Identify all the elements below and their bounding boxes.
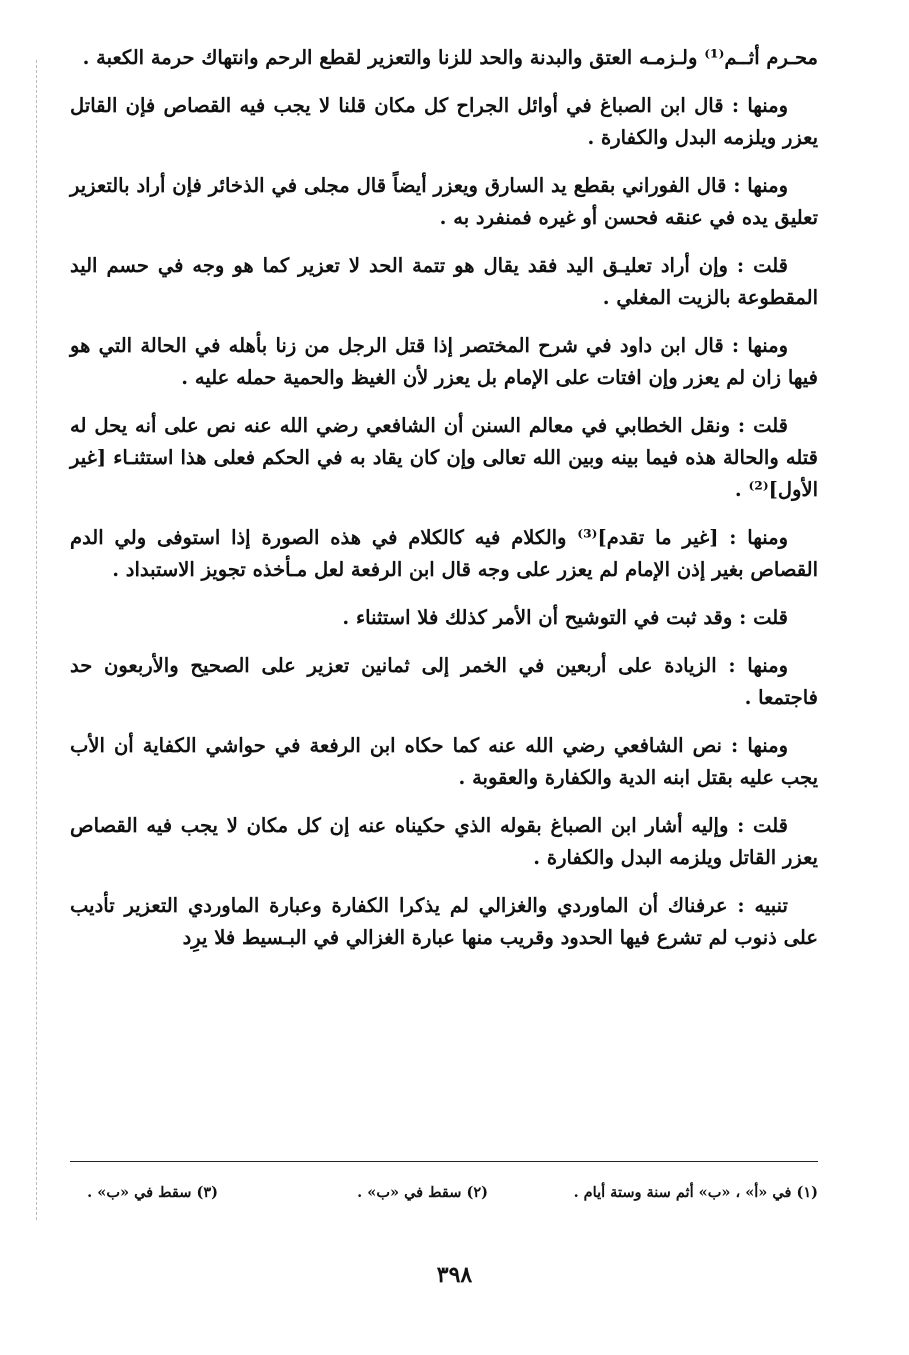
footnote-2: (٢) سقط في «ب» . <box>357 1184 488 1201</box>
paragraph-7: ومنها : [غير ما تقدم]⁽³⁾ والكلام فيه كالكلام في هذه الصورة إذا استوفى ولي الدم القصاص بغير إذن الإمام لم يعزر على وجه قال ابن الرفعة لعل مـأخذه تجويز الاستبداد . <box>70 526 818 581</box>
paragraph-11: قلت : وإليه أشار ابن الصباغ بقوله الذي حكيناه عنه إن كل مكان لا يجب فيه القصاص يعزر القاتل ويلزمه البدل والكفارة . <box>70 814 818 869</box>
page-number: ٣٩٨ <box>436 1262 473 1288</box>
footnotes <box>70 1176 818 1216</box>
paragraph-1: محـرم أثــم⁽¹⁾ ولـزمـه العتق والبدنة والحد للزنا والتعزير لقطع الرحم وانتهاك حرمة الكعبة . <box>82 46 818 69</box>
paragraph-3: ومنها : قال الفوراني بقطع يد السارق ويعزر أيضاً قال مجلى في الذخائر فإن أراد بالتعزير تعليق يده في عنقه فحسن أو غيره فمنفرد به . <box>70 174 818 229</box>
paragraph-5: ومنها : قال ابن داود في شرح المختصر إذا قتل الرجل من زنا بأهله في الحالة التي هو فيها زان لم يعزر وإن افتات على الإمام بل يعزر لأن الغيظ والحمية حمله عليه . <box>70 334 818 389</box>
paragraph-2: ومنها : قال ابن الصباغ في أوائل الجراح كل مكان قلنا لا يجب فيه القصاص فإن القاتل يعزر ويلزمه البدل والكفارة . <box>70 94 818 149</box>
footnote-1: (١) في «أ» ، «ب» أثم سنة وستة أيام . <box>573 1184 818 1201</box>
paragraph-12: تنبيه : عرفناك أن الماوردي والغزالي لم يذكرا الكفارة وعبارة الماوردي التعزير تأديب على ذنوب لم تشرع فيها الحدود وقريب منها عبارة الغزالي في البـسيط فلا يرِد <box>70 894 818 949</box>
paragraph-10: ومنها : نص الشافعي رضي الله عنه كما حكاه ابن الرفعة في حواشي الكفاية أن الأب يجب عليه بقتل ابنه الدية والكفارة والعقوبة . <box>70 734 818 789</box>
footnote-3: (٣) سقط في «ب» . <box>87 1184 218 1201</box>
paragraph-9: ومنها : الزيادة على أربعين في الخمر إلى ثمانين تعزير على الصحيح والأربعون حد فاجتمعا . <box>70 654 818 709</box>
paragraph-6: قلت : ونقل الخطابي في معالم السنن أن الشافعي رضي الله عنه نص على أنه يحل له قتله والحالة هذه فيما بينه وبين الله تعالى وإن كان يقاد به في الحكم فعلى هذا استثنـاء [غير الأول]⁽²⁾ . <box>70 414 818 501</box>
paragraph-8: قلت : وقد ثبت في التوشيح أن الأمر كذلك فلا استثناء . <box>342 606 788 629</box>
paragraph-4: قلت : وإن أراد تعليـق اليد فقد يقال هو تتمة الحد لا تعزير كما هو وجه في حسم اليد المقطوعة بالزيت المغلي . <box>70 254 818 309</box>
main-text <box>70 42 818 970</box>
scan-gutter-line <box>36 60 37 1220</box>
footnote-separator <box>70 1161 818 1162</box>
